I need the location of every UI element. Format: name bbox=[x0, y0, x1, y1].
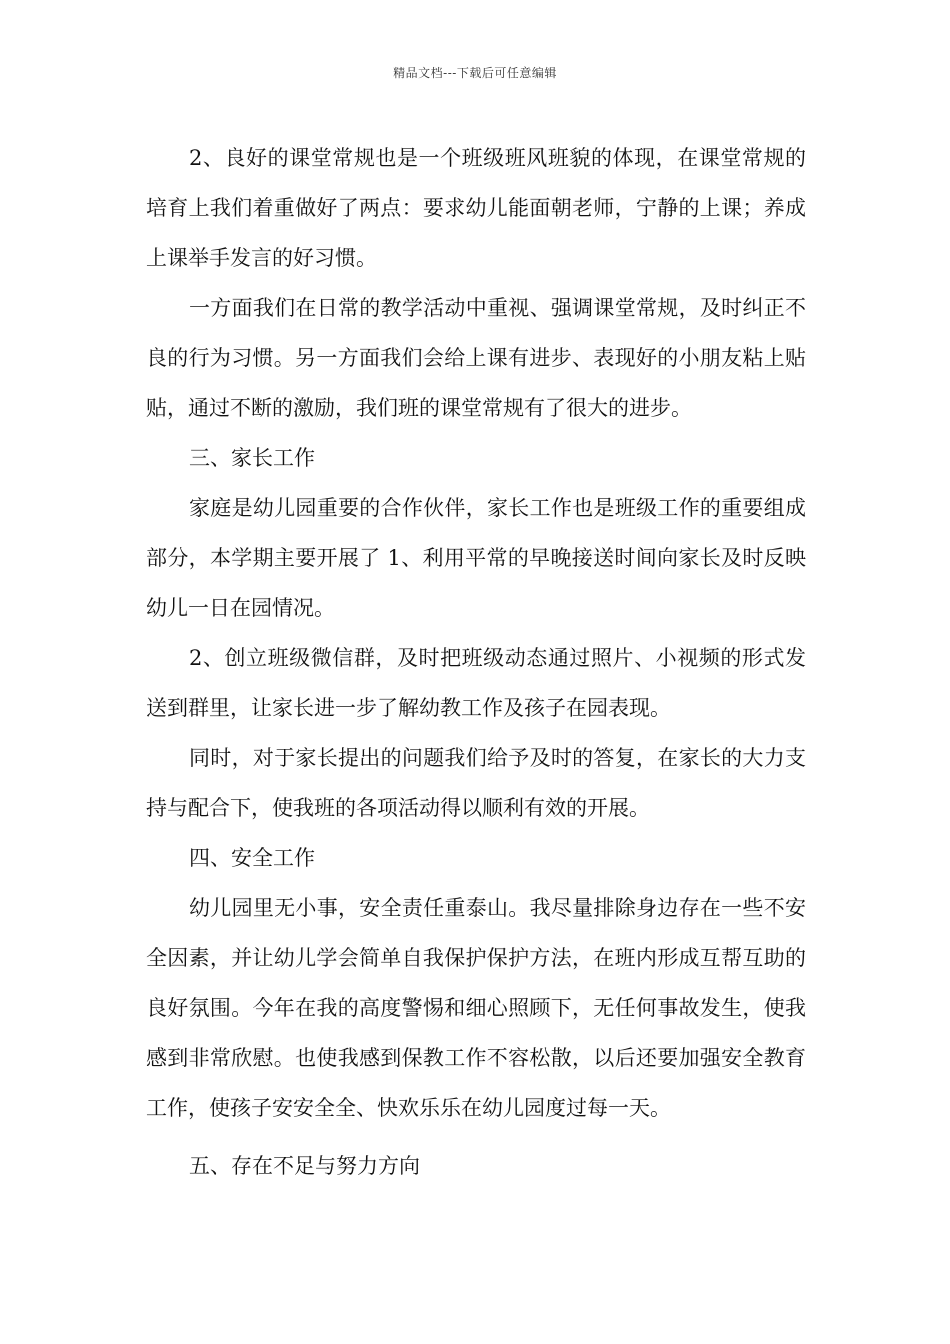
paragraph-wechat-group: 2、创立班级微信群，及时把班级动态通过照片、小视频的形式发送到群里，让家长进一步了解幼教工作及孩子在园表现。 bbox=[146, 646, 806, 720]
section-spacer bbox=[146, 1133, 806, 1141]
paragraph-parent-work-intro: 家庭是幼儿园重要的合作伙伴，家长工作也是班级工作的重要组成部分，本学期主要开展了 1、利用平常的早晚接送时间向家长及时反映幼儿一日在园情况。 bbox=[146, 496, 806, 620]
paragraph-parent-feedback: 同时，对于家长提出的问题我们给予及时的答复，在家长的大力支持与配合下，使我班的各项活动得以顺利有效的开展。 bbox=[146, 746, 806, 820]
section-heading-shortcomings: 五、存在不足与努力方向 bbox=[189, 1154, 420, 1178]
page-header: 精品文档---下载后可任意编辑 bbox=[393, 66, 557, 80]
paragraph-classroom-routine-measures: 一方面我们在日常的教学活动中重视、强调课堂常规，及时纠正不良的行为习惯。另一方面我们会给上课有进步、表现好的小朋友粘上贴贴，通过不断的激励，我们班的课堂常规有了很大的进步。 bbox=[146, 296, 806, 420]
paragraph-classroom-routine: 2、良好的课堂常规也是一个班级班风班貌的体现，在课堂常规的培育上我们着重做好了两点：要求幼儿能面朝老师，宁静的上课；养成上课举手发言的好习惯。 bbox=[146, 146, 806, 270]
section-heading-parent-work: 三、家长工作 bbox=[189, 446, 315, 470]
document-body bbox=[146, 133, 806, 1191]
section-heading-safety-work: 四、安全工作 bbox=[189, 846, 315, 870]
paragraph-safety-work: 幼儿园里无小事，安全责任重泰山。我尽量排除身边存在一些不安全因素，并让幼儿学会简单自我保护保护方法，在班内形成互帮互助的良好氛围。今年在我的高度警惕和细心照顾下，无任何事故发生，使我感到非常欣慰。也使我感到保教工作不容松散，以后还要加强安全教育工作，使孩子安安全全、快欢乐乐在幼儿园度过每一天。 bbox=[146, 896, 806, 1120]
